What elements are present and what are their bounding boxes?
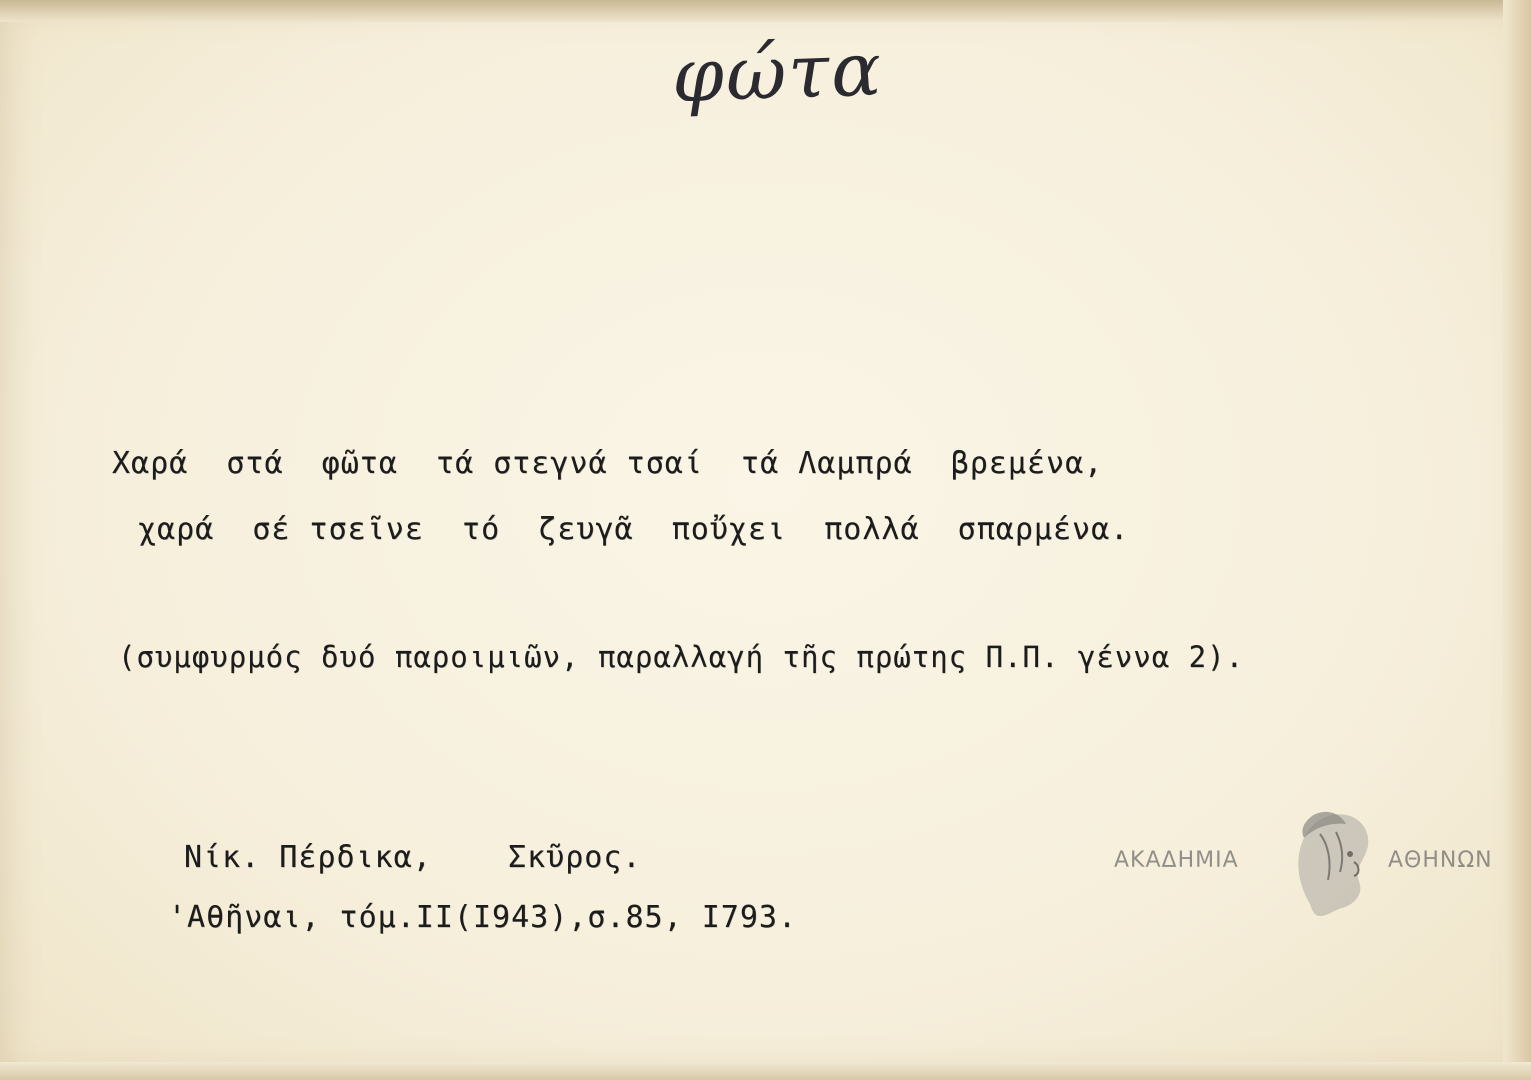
handwritten-heading: φώτα: [670, 26, 885, 120]
card-bottom-edge: [0, 1062, 1531, 1080]
source-line-1: Νίκ. Πέρδικα, Σκῦρος.: [184, 840, 642, 875]
source-line-2: 'Αθῆναι, τόμ.ΙΙ(Ι943),σ.85, Ι793.: [168, 900, 798, 935]
verse-line-1: Χαρά στά φῶτα τά στεγνά τσαί τά Λαμπρά βρεμένα,: [112, 446, 1104, 481]
note-line: (συμφυρμός δυό παροιμιῶν, παραλλαγή τῆς πρώτης Π.Π. γέννα 2).: [118, 640, 1245, 674]
academy-watermark: [1112, 804, 1522, 924]
watermark-left-text: ΑΚΑΔΗΜΙΑ: [1114, 848, 1239, 873]
athena-head-icon: [1280, 804, 1380, 920]
card-top-edge: [0, 0, 1531, 22]
verse-line-2: χαρά σέ τσεῖνε τό ζευγᾶ ποὔχει πολλά σπαρμένα.: [138, 512, 1130, 547]
watermark-right-text: ΑΘΗΝΩΝ: [1388, 848, 1493, 873]
